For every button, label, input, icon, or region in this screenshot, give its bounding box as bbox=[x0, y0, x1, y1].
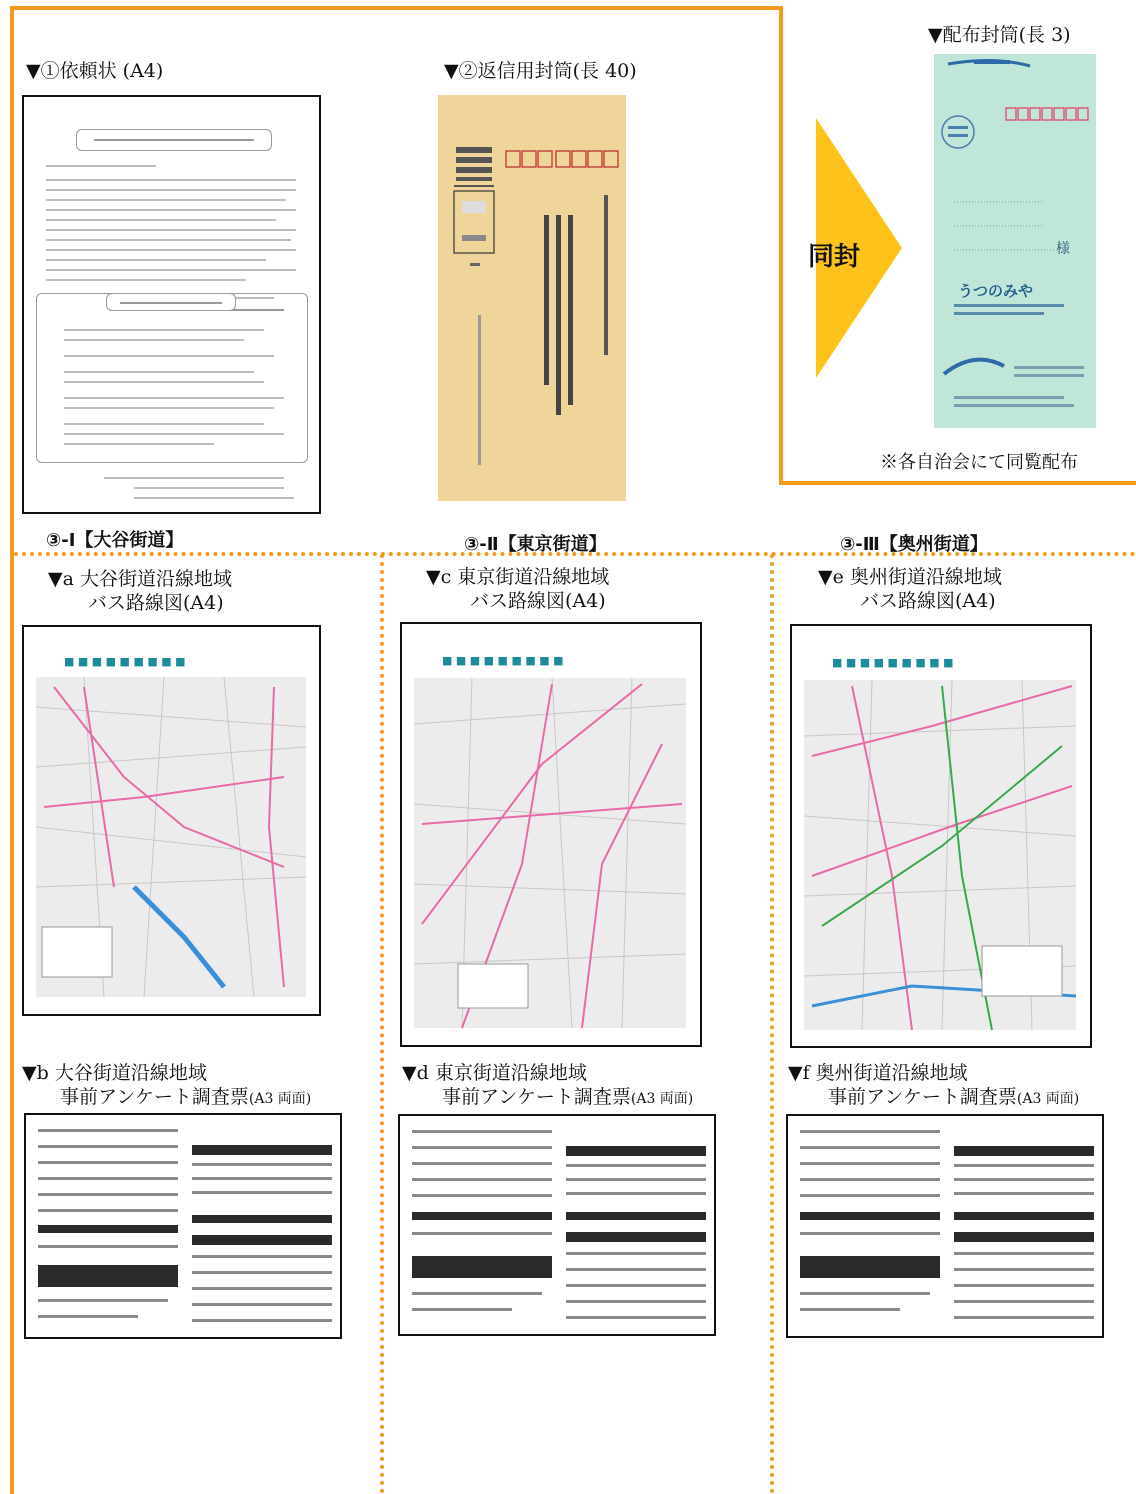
return-envelope-label: ▼②返信用封筒(長 40) bbox=[444, 60, 637, 82]
bus-route-map-1 bbox=[22, 625, 321, 1016]
section-heading-3: ③-Ⅲ【奥州街道】 bbox=[840, 534, 988, 555]
section-heading-1: ③-Ⅰ【大谷街道】 bbox=[46, 530, 184, 551]
distribution-note: ※各自治会にて同覧配布 bbox=[880, 452, 1078, 473]
survey-label-3: ▼f 奥州街道沿線地域 事前アンケート調査票(A3 両面) bbox=[788, 1062, 1080, 1108]
survey-sheet-3 bbox=[786, 1114, 1104, 1338]
map-label-2: ▼c 東京街道沿線地域 バス路線図(A4) bbox=[426, 566, 610, 612]
survey-label-1: ▼b 大谷街道沿線地域 事前アンケート調査票(A3 両面) bbox=[22, 1062, 312, 1108]
return-envelope-thumbnail bbox=[438, 95, 626, 501]
map-label-1: ▼a 大谷街道沿線地域 バス路線図(A4) bbox=[48, 568, 232, 614]
survey-sheet-1 bbox=[24, 1113, 342, 1339]
enclose-label: 同封 bbox=[808, 242, 861, 272]
section-heading-2: ③-Ⅱ【東京街道】 bbox=[464, 534, 607, 555]
request-letter-thumbnail bbox=[22, 95, 321, 514]
map-label-3: ▼e 奥州街道沿線地域 バス路線図(A4) bbox=[818, 566, 1002, 612]
survey-sheet-2 bbox=[398, 1114, 716, 1336]
survey-label-2: ▼d 東京街道沿線地域 事前アンケート調査票(A3 両面) bbox=[402, 1062, 694, 1108]
request-letter-label: ▼①依頼状 (A4) bbox=[26, 60, 164, 82]
top-frame-border bbox=[10, 6, 783, 10]
svg-text:■ ■ ■ ■ ■ ■ ■ ■ ■: ■ ■ ■ ■ ■ ■ ■ ■ ■ bbox=[832, 656, 954, 669]
envelope-city-logo-text: うつのみや bbox=[958, 282, 1034, 300]
top-frame-right-border bbox=[779, 6, 783, 484]
bus-route-map-2 bbox=[400, 622, 702, 1047]
addressee-honorific: 様 bbox=[1056, 241, 1070, 257]
distribution-envelope-thumbnail bbox=[934, 54, 1096, 428]
bus-route-map-3 bbox=[790, 624, 1092, 1048]
left-frame-border bbox=[10, 6, 14, 1494]
svg-text:■ ■ ■ ■ ■ ■ ■ ■ ■: ■ ■ ■ ■ ■ ■ ■ ■ ■ bbox=[442, 654, 564, 667]
section-divider-1 bbox=[380, 554, 384, 1494]
distribution-envelope-label: ▼配布封筒(長 3) bbox=[928, 24, 1071, 46]
svg-text:■ ■ ■ ■ ■ ■ ■ ■ ■: ■ ■ ■ ■ ■ ■ ■ ■ ■ bbox=[64, 655, 186, 668]
top-frame-bottom-border bbox=[779, 481, 1136, 485]
section-divider-2 bbox=[770, 554, 774, 1494]
